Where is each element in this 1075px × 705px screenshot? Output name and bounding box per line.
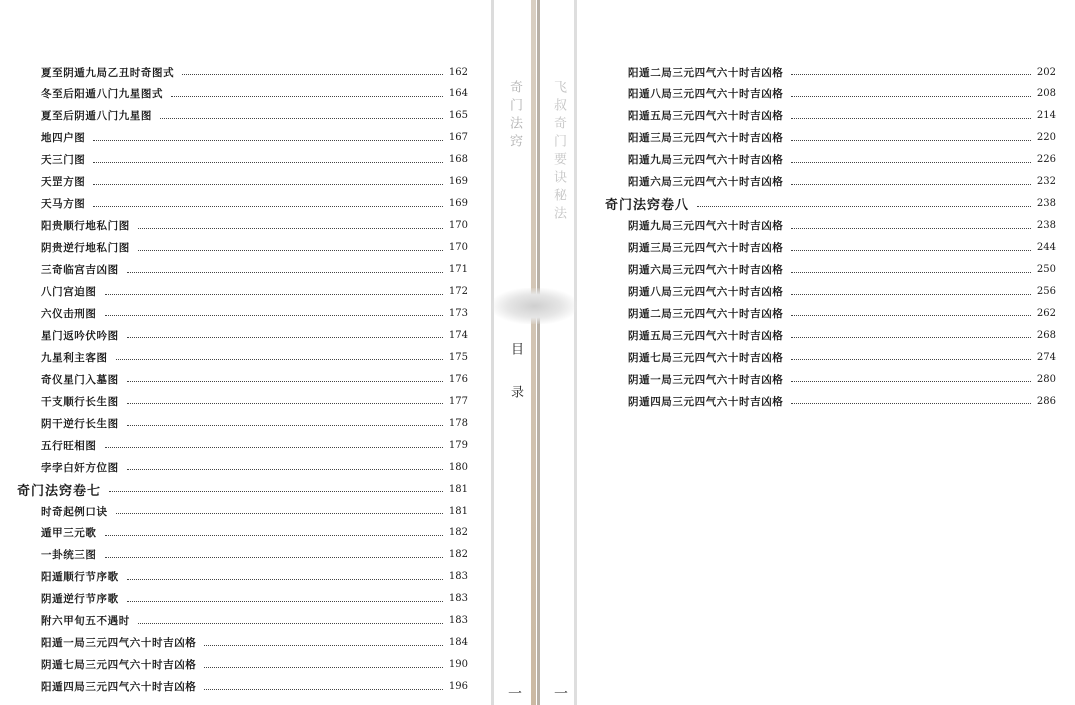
toc-entry-page-number: 173	[448, 307, 468, 319]
toc-entry-page-number: 262	[1036, 307, 1056, 319]
toc-entry	[41, 218, 468, 234]
toc-entry-page-number: 238	[1036, 220, 1056, 232]
gutter-line	[491, 0, 494, 705]
toc-entry	[41, 569, 468, 585]
toc-entry-title: 天三门图	[41, 154, 86, 167]
dot-leader	[791, 73, 1031, 75]
toc-entry-title: 九星利主客图	[41, 351, 108, 364]
dot-leader	[105, 446, 443, 448]
toc-entry-page-number: 177	[448, 395, 468, 407]
toc-entry	[41, 327, 468, 343]
dot-leader	[791, 271, 1031, 273]
toc-entry-page-number: 190	[448, 659, 468, 671]
left-page	[0, 0, 496, 705]
toc-section-heading	[17, 481, 468, 497]
toc-entry-page-number: 172	[448, 286, 468, 297]
toc-entry-page-number: 183	[448, 571, 468, 583]
dot-leader	[204, 644, 443, 646]
toc-entry-page-number: 169	[448, 198, 468, 210]
toc-entry-page-number: 202	[1036, 66, 1056, 78]
toc-entry-page-number: 286	[1036, 395, 1056, 407]
toc-entry-page-number: 169	[448, 176, 468, 188]
dot-leader	[697, 205, 1031, 207]
toc-entry	[41, 240, 468, 256]
toc-entry-title: 夏至阴遁九局乙丑时奇图式	[41, 66, 175, 79]
toc-entry-title: 天马方图	[41, 198, 86, 211]
toc-entry	[628, 174, 1056, 190]
toc-entry-page-number: 183	[448, 593, 468, 605]
toc-entry	[628, 108, 1056, 124]
toc-entry-title: 阳遁三局三元四气六十时吉凶格	[628, 132, 784, 145]
toc-entry-page-number: 220	[1036, 132, 1056, 144]
toc-entry	[628, 262, 1056, 278]
toc-entry-title: 阴遁一局三元四气六十时吉凶格	[628, 373, 784, 386]
dot-leader	[127, 578, 443, 580]
toc-entry-page-number: 232	[1036, 176, 1056, 188]
toc-entry	[628, 64, 1056, 80]
toc-entry-page-number: 250	[1036, 264, 1056, 276]
toc-entry-title: 冬至后阳遁八门九星图式	[41, 88, 164, 101]
toc-entry-page-number: 181	[448, 483, 468, 495]
toc-entry-page-number: 170	[448, 242, 468, 254]
toc-entry-title: 阳遁二局三元四气六十时吉凶格	[628, 66, 784, 79]
toc-entry	[628, 218, 1056, 234]
page-mark-left: 一	[506, 686, 522, 705]
dot-leader	[791, 293, 1031, 295]
toc-entry	[41, 64, 468, 80]
toc-entry-title: 阴遁八局三元四气六十时吉凶格	[628, 286, 784, 298]
dot-leader	[791, 117, 1031, 119]
toc-entry	[41, 679, 468, 695]
toc-entry-title: 八门宫迫图	[41, 286, 97, 298]
gutter-line	[537, 0, 540, 705]
toc-entry	[41, 393, 468, 409]
toc-entry-page-number: 178	[448, 417, 468, 429]
toc-entry-title: 阴遁九局三元四气六十时吉凶格	[628, 220, 784, 233]
toc-entry-title: 阳贵顺行地私门图	[41, 220, 130, 233]
toc-entry-title: 三奇临宫吉凶图	[41, 264, 119, 277]
toc-entry-title: 奇门法窍卷七	[17, 483, 102, 499]
toc-entry	[41, 130, 468, 146]
toc-entry	[41, 108, 468, 124]
toc-entry-title: 一卦统三图	[41, 549, 97, 562]
toc-entry	[41, 525, 468, 541]
toc-entry	[41, 437, 468, 453]
toc-entry-title: 阴遁三局三元四气六十时吉凶格	[628, 242, 784, 255]
toc-entry-page-number: 280	[1036, 373, 1056, 385]
dot-leader	[791, 402, 1031, 404]
running-head-left: 奇门法窍	[507, 80, 522, 152]
dot-leader	[116, 358, 443, 360]
dot-leader	[105, 534, 443, 536]
toc-entry-page-number: 268	[1036, 329, 1056, 341]
scan-smudge	[492, 288, 577, 324]
toc-entry	[41, 174, 468, 190]
toc-entry	[41, 415, 468, 431]
dot-leader	[791, 139, 1031, 141]
dot-leader	[93, 183, 443, 185]
toc-entry	[41, 591, 468, 607]
toc-entry-page-number: 184	[448, 637, 468, 649]
dot-leader	[127, 468, 443, 470]
dot-leader	[791, 336, 1031, 338]
toc-entry	[41, 86, 468, 102]
toc-entry	[41, 349, 468, 365]
toc-entry	[628, 130, 1056, 146]
dot-leader	[109, 490, 443, 492]
dot-leader	[791, 249, 1031, 251]
dot-leader	[93, 205, 443, 207]
toc-entry-page-number: 176	[448, 373, 468, 385]
toc-entry-title: 阳遁六局三元四气六十时吉凶格	[628, 176, 784, 189]
toc-entry-page-number: 226	[1036, 154, 1056, 166]
toc-entry-page-number: 256	[1036, 286, 1056, 297]
toc-entry-title: 附六甲旬五不遇时	[41, 615, 130, 628]
toc-entry	[41, 613, 468, 629]
toc-entry-title: 孛孛白奸方位图	[41, 461, 119, 474]
page-mark-right: 一	[552, 686, 568, 705]
dot-leader	[791, 95, 1031, 97]
toc-entry-page-number: 182	[448, 549, 468, 561]
toc-entry	[628, 152, 1056, 168]
dot-leader	[791, 161, 1031, 163]
toc-entry	[628, 371, 1056, 387]
toc-entry-page-number: 171	[448, 264, 468, 276]
dot-leader	[791, 314, 1031, 316]
toc-entry-page-number: 179	[448, 439, 468, 451]
toc-entry-title: 五行旺相图	[41, 439, 97, 452]
dot-leader	[127, 336, 443, 338]
dot-leader	[138, 249, 443, 251]
toc-entry-page-number: 164	[448, 88, 468, 100]
toc-entry-title: 阳遁四局三元四气六十时吉凶格	[41, 681, 197, 694]
toc-entry-page-number: 244	[1036, 242, 1056, 254]
toc-entry-title: 阳遁五局三元四气六十时吉凶格	[628, 110, 784, 123]
toc-entry-title: 时奇起例口诀	[41, 505, 108, 518]
toc-entry-page-number: 170	[448, 220, 468, 232]
toc-entry-page-number: 175	[448, 351, 468, 363]
toc-entry	[41, 371, 468, 387]
toc-entry-page-number: 167	[448, 132, 468, 144]
toc-entry-page-number: 165	[448, 110, 468, 122]
toc-entry	[628, 305, 1056, 321]
toc-entry-title: 阴遁四局三元四气六十时吉凶格	[628, 395, 784, 408]
toc-entry-page-number: 208	[1036, 88, 1056, 100]
toc-entry-page-number: 180	[448, 461, 468, 473]
running-head-right: 飞叔奇门要诀秘法	[551, 80, 566, 224]
toc-entry-title: 阴遁六局三元四气六十时吉凶格	[628, 264, 784, 277]
book-spine	[531, 0, 536, 705]
toc-entry-page-number: 274	[1036, 351, 1056, 363]
toc-entry	[41, 459, 468, 475]
dot-leader	[171, 95, 443, 97]
toc-entry-title: 阴遁七局三元四气六十时吉凶格	[628, 351, 784, 364]
toc-entry-title: 奇仪星门入墓图	[41, 373, 119, 386]
toc-entry	[628, 349, 1056, 365]
dot-leader	[791, 380, 1031, 382]
dot-leader	[116, 512, 443, 514]
toc-entry-title: 阳遁八局三元四气六十时吉凶格	[628, 88, 784, 101]
toc-entry-title: 夏至后阴遁八门九星图	[41, 110, 152, 123]
toc-entry-page-number: 238	[1036, 198, 1056, 210]
toc-entry-title: 阴遁二局三元四气六十时吉凶格	[628, 307, 784, 320]
toc-entry	[628, 284, 1056, 300]
dot-leader	[127, 271, 443, 273]
toc-entry-title: 遁甲三元歌	[41, 527, 97, 540]
toc-entry	[41, 152, 468, 168]
right-page	[578, 0, 1075, 705]
toc-entry-title: 阴干逆行长生图	[41, 417, 119, 430]
dot-leader	[138, 227, 443, 229]
toc-entry-title: 干支顺行长生图	[41, 395, 119, 408]
dot-leader	[791, 358, 1031, 360]
toc-entry	[628, 393, 1056, 409]
dot-leader	[204, 666, 443, 668]
toc-entry-page-number: 174	[448, 329, 468, 341]
toc-entry	[41, 657, 468, 673]
toc-entry	[41, 503, 468, 519]
toc-entry	[41, 547, 468, 563]
toc-entry-page-number: 214	[1036, 110, 1056, 122]
dot-leader	[105, 314, 443, 316]
toc-entry	[41, 196, 468, 212]
toc-entry-title: 阴贵逆行地私门图	[41, 242, 130, 255]
toc-entry-title: 地四户图	[41, 132, 86, 145]
toc-entry-title: 奇门法窍卷八	[605, 198, 690, 214]
dot-leader	[791, 227, 1031, 229]
toc-entry-page-number: 168	[448, 154, 468, 166]
dot-leader	[138, 622, 443, 624]
toc-entry-page-number: 181	[448, 505, 468, 517]
toc-section-heading	[605, 196, 1056, 212]
toc-entry-title: 六仪击刑图	[41, 307, 97, 320]
toc-entry-title: 天罡方图	[41, 176, 86, 189]
dot-leader	[127, 380, 443, 382]
dot-leader	[127, 600, 443, 602]
toc-entry	[628, 86, 1056, 102]
dot-leader	[791, 183, 1031, 185]
section-label: 目录	[508, 342, 523, 428]
dot-leader	[105, 293, 443, 295]
dot-leader	[93, 161, 443, 163]
toc-entry	[41, 284, 468, 300]
toc-entry	[628, 327, 1056, 343]
toc-entry-title: 阳遁一局三元四气六十时吉凶格	[41, 637, 197, 650]
toc-entry	[41, 305, 468, 321]
dot-leader	[182, 73, 443, 75]
toc-entry-title: 阴遁五局三元四气六十时吉凶格	[628, 329, 784, 342]
dot-leader	[204, 688, 443, 690]
gutter-line	[574, 0, 577, 705]
toc-entry-title: 阳遁顺行节序歌	[41, 571, 119, 584]
toc-entry-page-number: 196	[448, 681, 468, 693]
dot-leader	[127, 424, 443, 426]
toc-entry-page-number: 183	[448, 615, 468, 627]
toc-entry-title: 星门返吟伏吟图	[41, 329, 119, 342]
dot-leader	[160, 117, 443, 119]
toc-entry	[628, 240, 1056, 256]
toc-entry-page-number: 182	[448, 527, 468, 539]
dot-leader	[127, 402, 443, 404]
toc-entry-title: 阴遁逆行节序歌	[41, 593, 119, 606]
toc-entry-page-number: 162	[448, 66, 468, 78]
toc-entry	[41, 635, 468, 651]
dot-leader	[93, 139, 443, 141]
toc-entry-title: 阴遁七局三元四气六十时吉凶格	[41, 659, 197, 672]
dot-leader	[105, 556, 443, 558]
toc-entry	[41, 262, 468, 278]
toc-entry-title: 阳遁九局三元四气六十时吉凶格	[628, 154, 784, 167]
